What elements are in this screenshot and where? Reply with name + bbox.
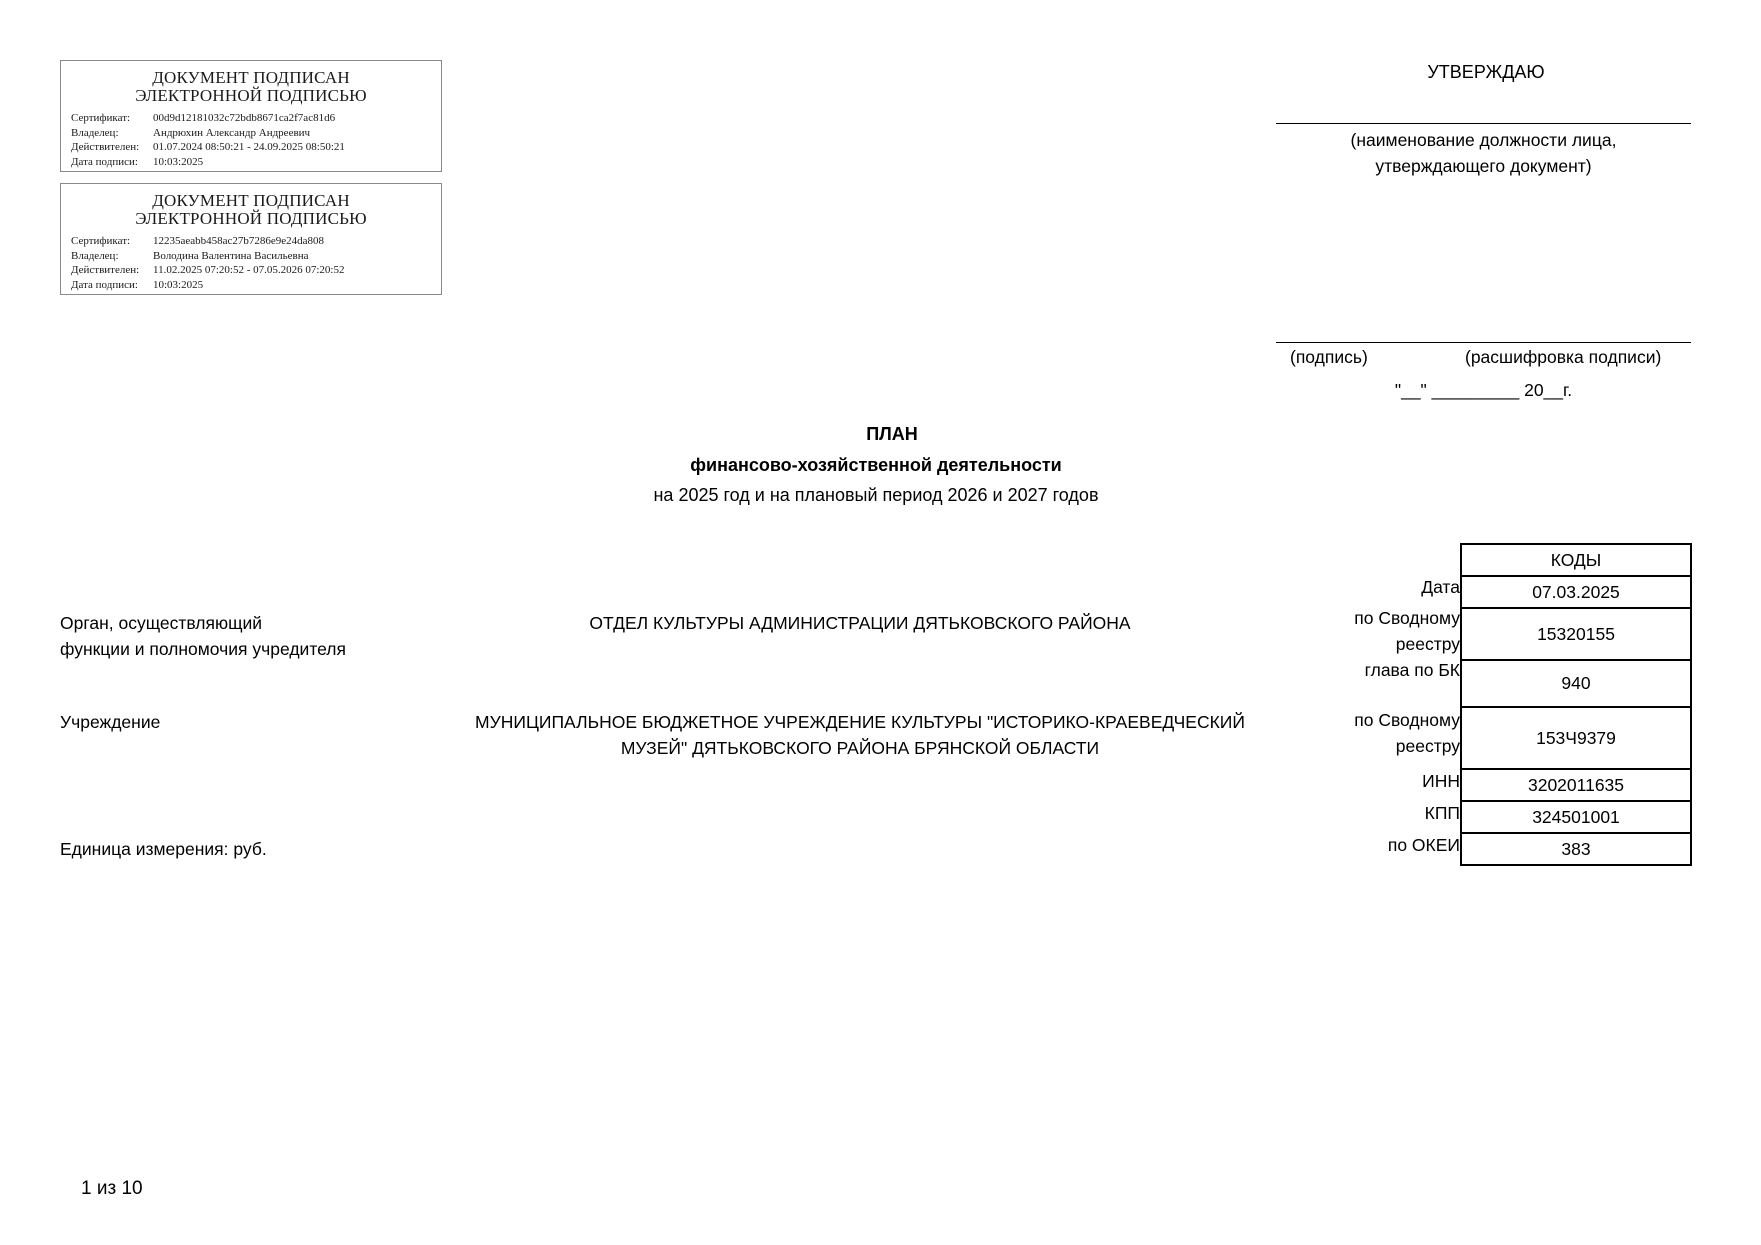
code-date-label: Дата	[1421, 577, 1460, 597]
code-registry2-label-line2: реестру	[1395, 736, 1460, 756]
stamp-date-label: Дата подписи:	[71, 278, 138, 291]
stamp-title	[61, 69, 441, 105]
stamp-date-row	[71, 155, 441, 170]
position-note	[1276, 127, 1691, 179]
unit-label: Единица измерения: руб.	[60, 839, 267, 859]
electronic-signature-stamp	[60, 60, 442, 172]
stamp-date-row	[71, 278, 441, 293]
codes-okei-row	[1461, 833, 1691, 865]
stamp-owner-label: Владелец:	[71, 126, 119, 139]
document-subtitle: финансово-хозяйственной деятельности	[690, 455, 1062, 475]
stamp-valid-row	[71, 263, 441, 278]
stamp-cert-label: Сертификат:	[71, 235, 131, 247]
stamp-title	[61, 192, 441, 228]
stamp-title-line1: ДОКУМЕНТ ПОДПИСАН	[152, 191, 350, 210]
institution-value	[460, 709, 1260, 761]
code-registry1-value: 15320155	[1461, 608, 1691, 660]
stamp-details	[71, 111, 441, 169]
code-inn-label: ИНН	[1422, 771, 1460, 791]
stamp-valid-row	[71, 140, 441, 155]
stamp-cert-row	[71, 111, 441, 126]
stamp-owner-value: Володина Валентина Васильевна	[153, 249, 309, 262]
stamp-owner-row	[71, 126, 441, 141]
stamp-valid-label: Действителен:	[71, 264, 140, 276]
code-bk-label: глава по БК	[1364, 660, 1460, 680]
stamp-cert-row	[71, 234, 441, 249]
codes-header: КОДЫ	[1461, 544, 1691, 576]
stamp-valid-value: 01.07.2024 08:50:21 - 24.09.2025 08:50:21	[153, 141, 345, 153]
code-okei-label: по ОКЕИ	[1387, 835, 1460, 855]
signature-underline	[1276, 342, 1691, 343]
stamp-valid-label: Действителен:	[71, 141, 140, 153]
founder-label-line2: функции и полномочия учредителя	[60, 639, 346, 659]
institution-value-line1: МУНИЦИПАЛЬНОЕ БЮДЖЕТНОЕ УЧРЕЖДЕНИЕ КУЛЬТУРЫ "ИСТОРИКО-КРАЕВЕДЧЕСКИЙ	[475, 712, 1245, 732]
code-registry1-label	[1354, 605, 1460, 657]
code-bk-value: 940	[1461, 660, 1691, 707]
code-inn-value: 3202011635	[1461, 769, 1691, 801]
position-underline	[1276, 123, 1691, 124]
page-number: 1 из 10	[81, 1178, 143, 1199]
stamp-title-line2: ЭЛЕКТРОННОЙ ПОДПИСЬЮ	[135, 209, 367, 228]
stamp-title-line2: ЭЛЕКТРОННОЙ ПОДПИСЬЮ	[135, 86, 367, 105]
code-okei-value: 383	[1461, 833, 1691, 865]
codes-kpp-row	[1461, 801, 1691, 833]
stamp-cert-value: 12235aeabb458ac27b7286e9e24da808	[153, 235, 325, 247]
electronic-signature-stamp	[60, 183, 442, 295]
code-kpp-label: КПП	[1424, 803, 1460, 823]
stamp-owner-label: Владелец:	[71, 249, 119, 262]
position-note-line1: (наименование должности лица,	[1350, 130, 1617, 150]
codes-inn-row	[1461, 769, 1691, 801]
code-kpp-value: 324501001	[1461, 801, 1691, 833]
stamp-date-value: 10:03:2025	[153, 155, 204, 168]
stamp-title-line1: ДОКУМЕНТ ПОДПИСАН	[152, 68, 350, 87]
signature-decode-label: (расшифровка подписи)	[1465, 347, 1662, 367]
stamp-owner-row	[71, 249, 441, 264]
stamp-valid-value: 11.02.2025 07:20:52 - 07.05.2026 07:20:52	[153, 264, 345, 276]
codes-registry1-row	[1461, 608, 1691, 660]
codes-table	[1460, 543, 1692, 866]
stamp-details	[71, 234, 441, 292]
stamp-owner-value: Андрюхин Александр Андреевич	[153, 126, 311, 139]
stamp-date-value: 10:03:2025	[153, 278, 204, 291]
signature-label: (подпись)	[1290, 347, 1368, 367]
stamp-date-label: Дата подписи:	[71, 155, 138, 168]
code-registry1-label-line1: по Сводному	[1354, 608, 1460, 628]
code-registry2-value: 153Ч9379	[1461, 707, 1691, 769]
code-date-value: 07.03.2025	[1461, 576, 1691, 608]
stamp-cert-label: Сертификат:	[71, 112, 131, 124]
founder-value: ОТДЕЛ КУЛЬТУРЫ АДМИНИСТРАЦИИ ДЯТЬКОВСКОГО РАЙОНА	[589, 613, 1131, 633]
codes-bk-row	[1461, 660, 1691, 707]
codes-registry2-row	[1461, 707, 1691, 769]
approval-title: УТВЕРЖДАЮ	[1427, 62, 1545, 82]
codes-header-row	[1461, 544, 1691, 576]
stamp-cert-value: 00d9d12181032c72bdb8671ca2f7ac81d6	[153, 112, 336, 124]
institution-label: Учреждение	[60, 712, 161, 732]
position-note-line2: утверждающего документ)	[1375, 156, 1592, 176]
founder-label	[60, 610, 400, 662]
institution-value-line2: МУЗЕЙ" ДЯТЬКОВСКОГО РАЙОНА БРЯНСКОЙ ОБЛАСТИ	[620, 738, 1100, 758]
code-registry1-label-line2: реестру	[1395, 634, 1460, 654]
codes-date-row	[1461, 576, 1691, 608]
approval-date-line: "__" _________ 20__г.	[1394, 380, 1573, 400]
document-period: на 2025 год и на плановый период 2026 и 2027 годов	[653, 485, 1099, 505]
code-registry2-label	[1354, 707, 1460, 759]
founder-label-line1: Орган, осуществляющий	[60, 613, 263, 633]
document-title: ПЛАН	[866, 424, 918, 444]
code-registry2-label-line1: по Сводному	[1354, 710, 1460, 730]
